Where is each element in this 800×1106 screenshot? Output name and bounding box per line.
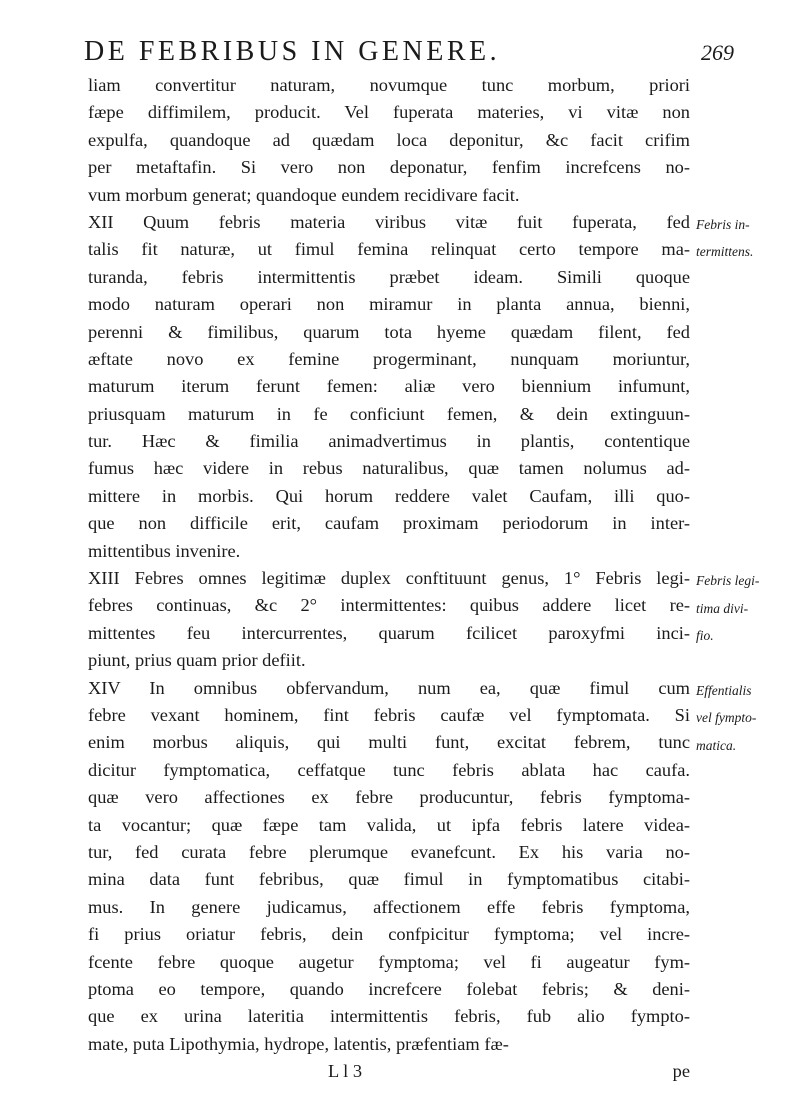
text-line: piunt, prius quam prior defiit. (88, 650, 306, 671)
text-line: febres continuas, &c 2° intermittentes: quibus addere licet re- (88, 595, 690, 616)
margin-note: fio. (696, 628, 714, 643)
page-number: 269 (701, 40, 734, 65)
text-line: XIV In omnibus obfervandum, num ea, quæ fimul cum (88, 677, 690, 698)
text-line: enim morbus aliquis, qui multi funt, excitat febrem, tunc (88, 732, 690, 753)
catchword: pe (672, 1061, 690, 1082)
text-line: mittentibus invenire. (88, 540, 241, 561)
text-line: tur, fed curata febre plerumque evanefcunt. Ex his varia no- (88, 841, 690, 862)
margin-note: Febris in- (696, 217, 750, 232)
page-header (84, 36, 734, 67)
text-line: mittentes feu intercurrentes, quarum fcilicet paroxyfmi inci- (88, 622, 690, 643)
text-line: XII Quum febris materia viribus vitæ fuit fuperata, fed (88, 211, 690, 232)
text-line: fumus hæc videre in rebus naturalibus, quæ tamen nolumus ad- (88, 458, 690, 479)
text-line: mate, puta Lipothymia, hydrope, latentis, præfentiam fæ- (88, 1033, 509, 1054)
text-line: que non difficile erit, caufam proximam periodorum in inter- (88, 513, 690, 534)
text-line: modo naturam operari non miramur in planta annua, bienni, (88, 294, 690, 315)
text-line: liam convertitur naturam, novumque tunc morbum, priori (88, 75, 690, 95)
text-line: tur. Hæc & fimilia animadvertimus in plantis, contentique (88, 431, 690, 452)
text-line: fæpe diffimilem, producit. Vel fuperata materies, vi vitæ non (88, 102, 690, 123)
text-line: ta vocantur; quæ fæpe tam valida, ut ipfa febris latere videa- (88, 814, 690, 835)
signature-mark: L l 3 (328, 1061, 363, 1082)
text-line: que ex urina lateritia intermittentis febris, fub alio fympto- (88, 1006, 690, 1027)
margin-note: Effentialis (696, 682, 752, 698)
running-title: DE FEBRIBUS IN GENERE. (84, 36, 501, 67)
text-line: dicitur fymptomatica, ceffatque tunc febris ablata hac caufa. (88, 759, 690, 780)
text-line: maturum iterum ferunt femen: aliæ vero biennium infumunt, (88, 376, 690, 397)
text-line: vum morbum generat; quandoque eundem recidivare facit. (88, 184, 520, 205)
margin-note: tima divi- (696, 600, 749, 616)
text-line: æftate novo ex femine progerminant, nunquam moriuntur, (88, 348, 690, 369)
text-line: mina data funt febribus, quæ fimul in fymptomatibus citabi- (88, 869, 690, 890)
text-line: febre vexant hominem, fint febris caufæ vel fymptomata. Si (88, 704, 690, 725)
text-line: XIII Febres omnes legitimæ duplex conftituunt genus, 1° Febris legi- (88, 568, 690, 589)
text-line: ptoma eo tempore, quando increfcere folebat febris; & deni- (88, 978, 690, 999)
margin-note: vel fympto- (696, 710, 757, 726)
signature-line (88, 1058, 690, 1085)
text-line: mus. In genere judicamus, affectionem effe febris fymptoma, (88, 896, 690, 917)
body-text (88, 72, 690, 1085)
text-line: turanda, febris intermittentis præbet ideam. Simili quoque (88, 266, 690, 287)
margin-note: Febris legi- (696, 573, 760, 589)
text-line: expulfa, quandoque ad quædam loca deponitur, &c facit crifim (88, 129, 690, 150)
margin-note: termittens. (696, 244, 754, 260)
text-line: quæ vero affectiones ex febre producuntur, febris fymptoma- (88, 787, 690, 808)
text-line: mittere in morbis. Qui horum reddere valet Caufam, illi quo- (88, 485, 690, 506)
text-line: fcente febre quoque augetur fymptoma; vel fi augeatur fym- (88, 951, 690, 972)
text-line: per metaftafin. Si vero non deponatur, fenfim increfcens no- (88, 157, 690, 178)
text-line: fi prius oriatur febris, dein confpicitur fymptoma; vel incre- (88, 924, 690, 945)
text-line: perenni & fimilibus, quarum tota hyeme quædam filent, fed (88, 321, 690, 342)
margin-note: matica. (696, 737, 737, 753)
text-line: priusquam maturum in fe conficiunt femen, & dein extinguun- (88, 403, 690, 424)
text-line: talis fit naturæ, ut fimul femina relinquat certo tempore ma- (88, 239, 690, 260)
